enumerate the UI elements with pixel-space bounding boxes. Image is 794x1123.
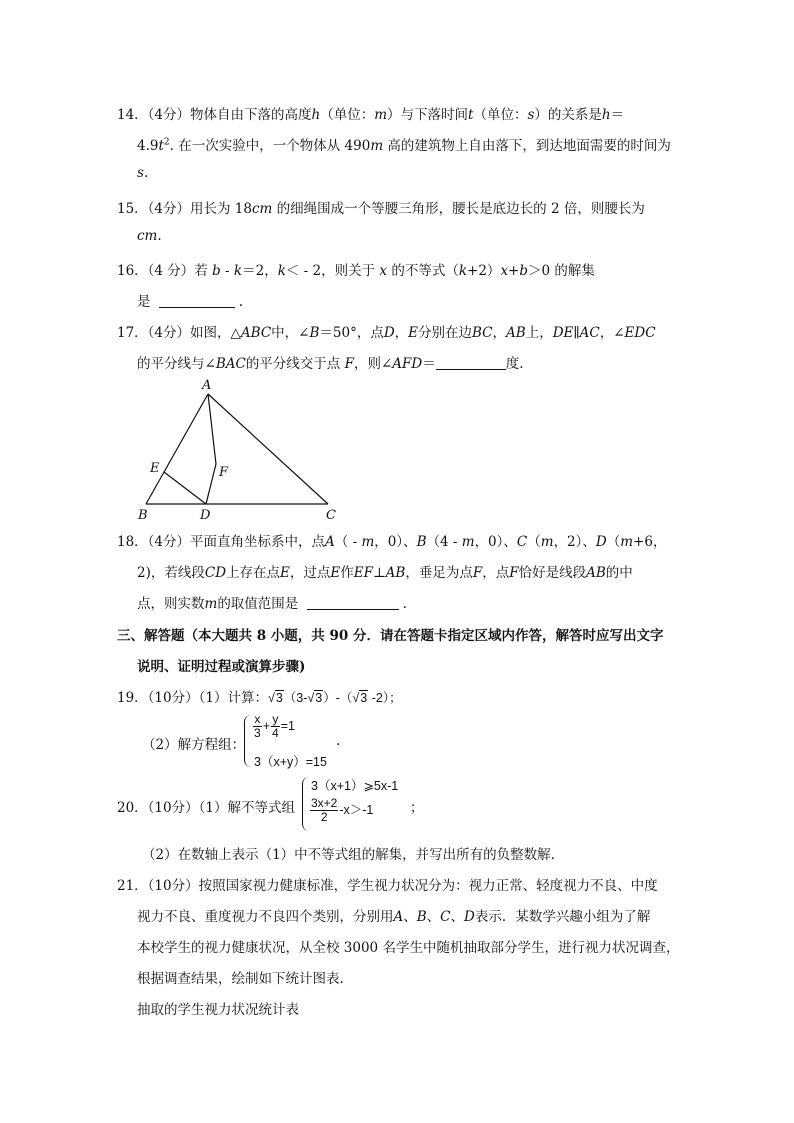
- segment-ac: [208, 394, 328, 504]
- q21-line1: 21．（10分）按照国家视力健康标准，学生视力状况分为：视力正常、轻度视力不良、中度: [117, 878, 658, 894]
- q16-line1: 16．（4 分）若 b - k＝2，k＜ - 2，则关于 x 的不等式（k+2）x+b＞0 的解集: [117, 263, 595, 279]
- point-label-f: F: [219, 465, 229, 480]
- q18-answer-blank: [307, 595, 399, 610]
- q14-line2: $4.9t^2$. 在一次实验中，一个物体从 490m 高的建筑物上自由落下，到达地面需要的时间为: [137, 137, 671, 154]
- q20-system-brace: [302, 777, 309, 831]
- q20-semicolon: ；: [410, 800, 424, 816]
- q17-answer-blank: [436, 355, 506, 370]
- q15-line1: 15．（4分）用长为 18cm 的细绳围成一个等腰三角形，腰长是底边长的 2 倍，则腰长为: [117, 201, 645, 217]
- q19-system-brace: [244, 715, 251, 767]
- q21-line4: 根据调查结果，绘制如下统计图表.: [137, 971, 344, 987]
- segment-df: [206, 464, 216, 504]
- q18-line2: 2)，若线段CD上存在点E，过点E作EF⊥AB，垂足为点F，点F恰好是线段AB的中: [137, 565, 633, 581]
- q14-line3: s.: [137, 165, 149, 181]
- point-label-b: B: [138, 508, 148, 523]
- q19-period: .: [336, 733, 341, 749]
- segment-ab: [146, 394, 208, 504]
- q21-line2: 视力不良、重度视力不良四个类别，分别用A、B、C、D表示．某数学兴趣小组为了解: [137, 909, 651, 925]
- q17-triangle-figure: [130, 375, 350, 525]
- q15-line2: cm.: [137, 228, 162, 244]
- point-label-a: A: [202, 378, 212, 393]
- q19-line2-label: （2）解方程组：: [142, 737, 246, 753]
- q20-ineq2: $\frac{3x+2}{2}$ -x＞-1: [311, 796, 374, 824]
- q19-eq1: $\frac{x}{3}$ + $\frac{y}{4}$ =1: [254, 712, 295, 740]
- q18-line3: 点，则实数m的取值范围是 .: [137, 596, 407, 612]
- point-label-d: D: [200, 508, 211, 523]
- q19-eq2: 3（x+y）=15: [254, 755, 327, 769]
- section3-heading: 三、解答题（本大题共 8 小题，共 90 分．请在答题卡指定区域内作答，解答时应写出文字: [117, 628, 664, 644]
- segment-de: [164, 472, 206, 504]
- q21-table-title: 抽取的学生视力状况统计表: [137, 1002, 299, 1018]
- point-label-c: C: [326, 508, 336, 523]
- q19-line1: 19．（10分）（1）计算：√3（3-√3）-（√3 -2）；: [117, 690, 402, 706]
- point-label-e: E: [150, 461, 160, 476]
- q21-line3: 本校学生的视力健康状况，从全校 3000 名学生中随机抽取部分学生，进行视力状况调查，: [137, 940, 680, 956]
- q16-answer-blank: [159, 293, 235, 308]
- q20-line1-label: 20．（10分）（1）解不等式组: [117, 800, 295, 816]
- q17-line1: 17．（4分）如图，△ABC中，∠B＝50°，点D，E分别在边BC，AB上，DE∥AC，∠EDC: [117, 325, 656, 341]
- q20-ineq1: 3（x+1）⩾5x-1: [311, 779, 399, 793]
- q20-line2: （2）在数轴上表示（1）中不等式组的解集，并写出所有的负整数解.: [142, 847, 555, 863]
- q17-line2: 的平分线与∠BAC的平分线交于点 F，则∠AFD＝ 度.: [137, 356, 524, 372]
- segment-af: [208, 394, 216, 464]
- q16-line2: 是 .: [137, 294, 244, 310]
- q14-line1: 14．（4分）物体自由下落的高度h（单位：m）与下落时间t（单位：s）的关系是h＝: [117, 107, 625, 123]
- section3-heading-cont: 说明、证明过程或演算步骤): [137, 659, 306, 675]
- q18-line1: 18．（4分）平面直角坐标系中，点A（ - m，0）、B（4 - m，0）、C（m，2）、D（m+6，: [117, 534, 667, 550]
